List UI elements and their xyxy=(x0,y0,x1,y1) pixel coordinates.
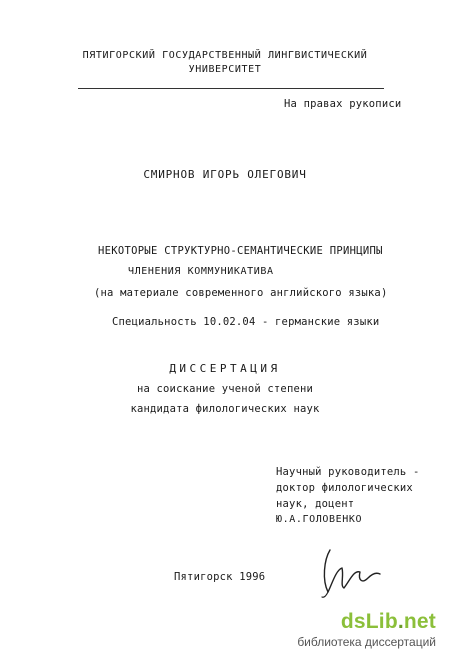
title-line1: НЕКОТОРЫЕ СТРУКТУРНО-СЕМАНТИЧЕСКИЕ ПРИНЦИПЫ xyxy=(98,245,383,257)
logo-main: dsLib xyxy=(340,610,398,633)
logo-dot: . xyxy=(397,610,404,633)
supervisor-line1: Научный руководитель - xyxy=(276,466,420,478)
dissertation-heading: ДИССЕРТАЦИЯ xyxy=(169,362,281,375)
manuscript-note: На правах рукописи xyxy=(284,98,402,110)
dissertation-degree-line1: на соискание ученой степени xyxy=(136,383,314,395)
institution-name-line2: УНИВЕРСИТЕТ xyxy=(188,64,262,75)
institution-name-line1: ПЯТИГОРСКИЙ ГОСУДАРСТВЕННЫЙ ЛИНГВИСТИЧЕСКИЙ xyxy=(82,50,368,61)
signature xyxy=(318,540,388,600)
supervisor-line2: доктор филологических xyxy=(276,482,413,494)
specialty: Специальность 10.02.04 - германские языки xyxy=(112,316,380,328)
title-line2: ЧЛЕНЕНИЯ КОММУНИКАТИВА xyxy=(128,266,274,277)
dslib-caption: библиотека диссертаций xyxy=(297,635,436,649)
dslib-watermark xyxy=(297,610,436,649)
logo-tld: net xyxy=(403,610,436,633)
author-name: СМИРНОВ ИГОРЬ ОЛЕГОВИЧ xyxy=(143,168,307,181)
title-subtitle: (на материале современного английского языка) xyxy=(94,287,388,299)
dslib-logo xyxy=(297,610,436,634)
supervisor-line3: наук, доцент xyxy=(276,498,355,510)
dissertation-degree-line2: кандидата филологических наук xyxy=(130,403,320,415)
header-divider xyxy=(78,88,384,89)
place-year: Пятигорск 1996 xyxy=(174,571,266,583)
supervisor-name: Ю.А.ГОЛОВЕНКО xyxy=(276,514,363,525)
